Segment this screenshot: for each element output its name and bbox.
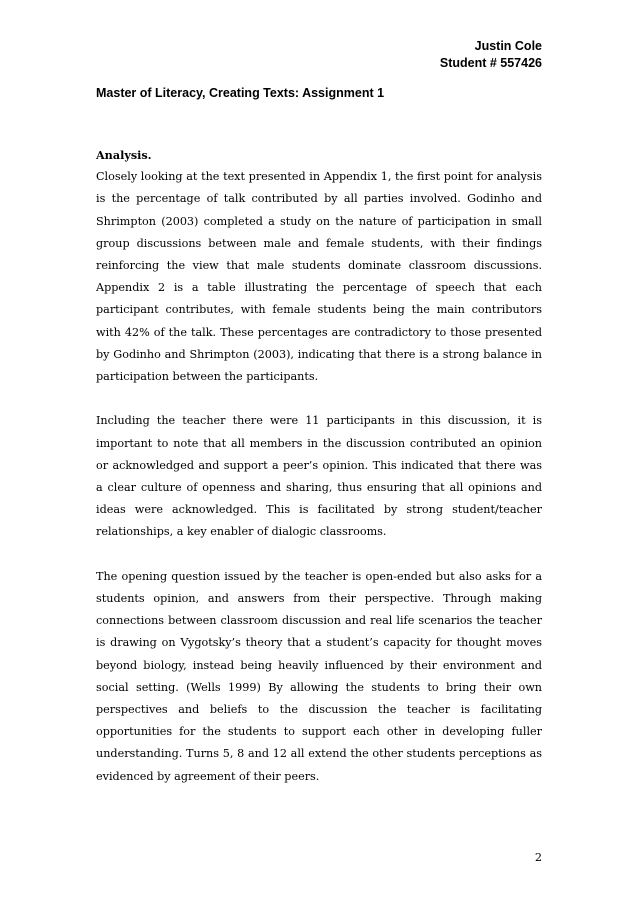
page-number: 2 bbox=[534, 851, 542, 864]
author-name: Justin Cole bbox=[474, 39, 542, 53]
student-number: Student # 557426 bbox=[439, 56, 542, 70]
paragraph-3: The opening question issued by the teacher is open-ended but also asks for a students opinion, and answers from their perspective. Through making connections between classroom discussion and real life scenarios the teacher is drawing on Vygotsky’s theory that a student’s capacity for thought moves beyond biology, instead being heavily influenced by their environment and social setting. (Wells 1999) By allowing the students to bring their own perspectives and beliefs to the discussion the teacher is facilitating opportunities for the students to support each other in developing fuller understanding. Turns 5, 8 and 12 all extend the other students perceptions as evidenced by agreement of their peers. bbox=[96, 569, 542, 783]
section-heading: Analysis. bbox=[96, 148, 152, 162]
analysis-section bbox=[96, 144, 542, 788]
paragraph-2: Including the teacher there were 11 participants in this discussion, it is important to note that all members in the discussion contributed an opinion or acknowledged and support a peer’s opinion. This indicated that there was a clear culture of openness and sharing, thus ensuring that all opinions and ideas were acknowledged. This is facilitated by strong student/teacher relationships, a key enabler of dialogic classrooms. bbox=[96, 414, 542, 539]
paragraph-1: Closely looking at the text presented in Appendix 1, the first point for analysis is the percentage of talk contributed by all parties involved. Godinho and Shrimpton (2003) completed a study on the nature of participation in small group discussions between male and female students, with their findings reinforcing the view that male students dominate classroom discussions. Appendix 2 is a table illustrating the percentage of speech that each participant contributes, with female students being the main contributors with 42% of the talk. These percentages are contradictory to those presented by Godinho and Shrimpton (2003), indicating that there is a strong balance in participation between the participants. bbox=[96, 170, 542, 384]
page-header bbox=[440, 38, 542, 72]
document-title: Master of Literacy, Creating Texts: Assignment 1 bbox=[96, 86, 385, 100]
